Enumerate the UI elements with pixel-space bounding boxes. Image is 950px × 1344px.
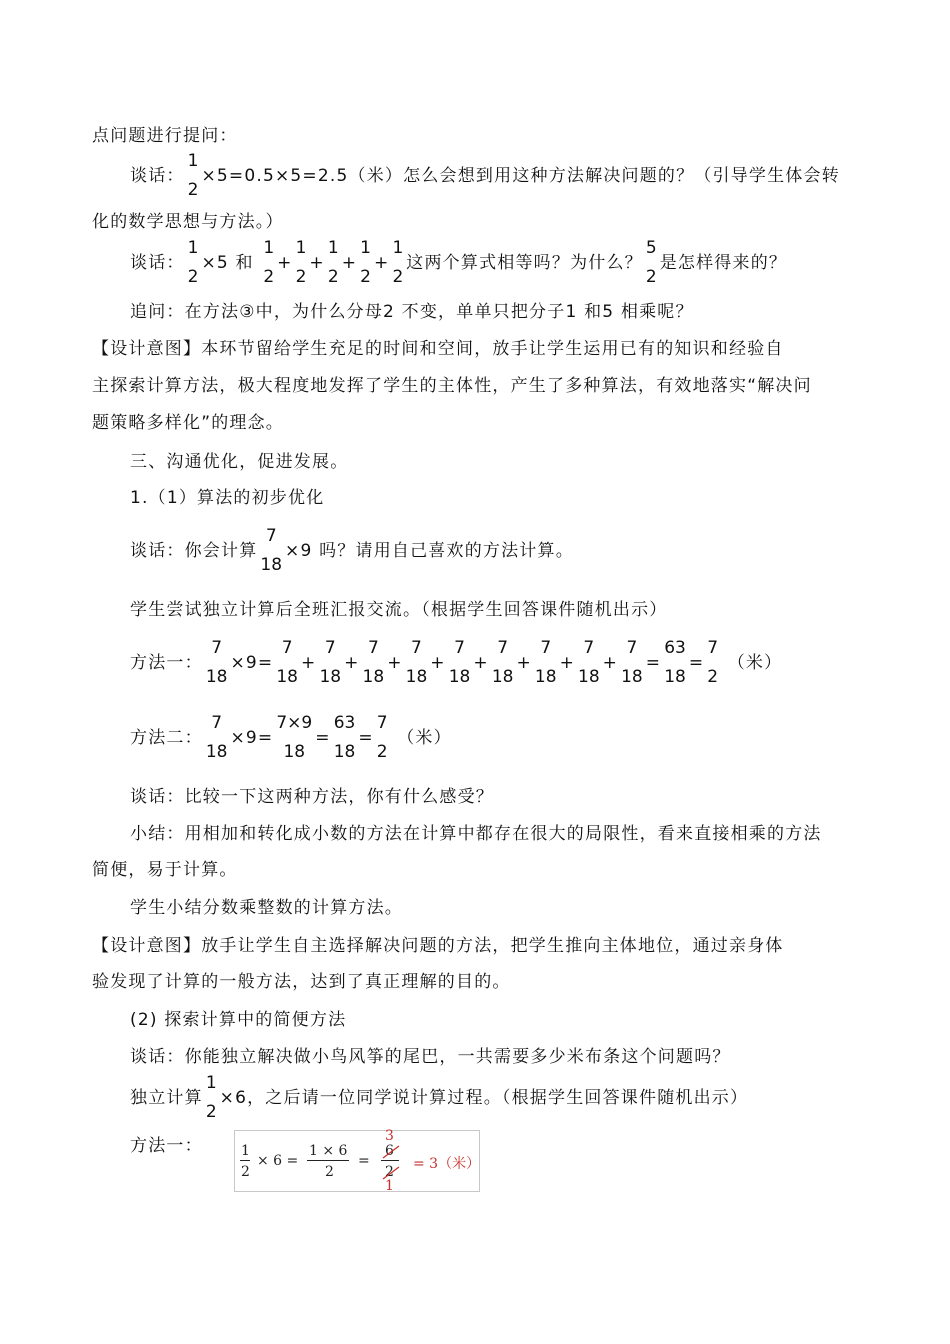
text-line: 谈话： 1 2 ×5 和 1 2 + 1 2 + 1 2 + 1 2 + 1 2 这两个算式相等吗？为什么？ 5 2 是怎样得来的？ <box>130 238 788 287</box>
text-line: 【设计意图】本环节留给学生充足的时间和空间，放手让学生运用已有的知识和经验自 <box>92 339 784 359</box>
method-two-formula: 方法二： 7 18 ×9= 7×9 18 = 63 18 = 7 2 （米） <box>130 713 452 762</box>
text-line: 化的数学思想与方法。） <box>92 212 284 232</box>
fraction: 1 2 <box>187 151 199 200</box>
formula-six: 6 <box>385 1143 394 1159</box>
text-line: 点问题进行提问： <box>92 126 238 146</box>
text-line: 主探索计算方法，极大程度地发挥了学生的主体性，产生了多种算法，有效地落实“解决问 <box>92 376 812 396</box>
text-line: 验发现了计算的一般方法，达到了真正理解的目的。 <box>92 972 511 992</box>
formula-one: 1 <box>385 1178 394 1194</box>
formula-times: × 6 = <box>257 1153 299 1169</box>
sub-heading: (2) 探索计算中的简便方法 <box>130 1010 347 1030</box>
sub-heading: 1.（1）算法的初步优化 <box>130 488 325 508</box>
cancel-mark-icon <box>379 1141 403 1183</box>
formula-d1: 2 <box>241 1164 250 1180</box>
formula-eq: = <box>358 1153 370 1169</box>
formula-d2: 2 <box>325 1164 334 1180</box>
text-line: 题策略多样化”的理念。 <box>92 413 285 433</box>
text-line: 谈话： 1 2 ×5=0.5×5=2.5（米）怎么会想到用这种方法解决问题的？（引导学生体会转 <box>130 151 840 200</box>
formula-three: 3 <box>385 1128 394 1144</box>
text-line: 【设计意图】放手让学生自主选择解决问题的方法，把学生推向主体地位，通过亲身体 <box>92 936 784 956</box>
text-line: 学生尝试独立计算后全班汇报交流。（根据学生回答课件随机出示） <box>130 600 668 620</box>
text-line: 学生小结分数乘整数的计算方法。 <box>130 898 403 918</box>
text-line: 谈话：你会计算 7 18 ×9 吗？请用自己喜欢的方法计算。 <box>130 526 574 575</box>
text-line: 小结：用相加和转化成小数的方法在计算中都存在很大的局限性，看来直接相乘的方法 <box>130 824 822 844</box>
formula-result: = 3（米） <box>413 1156 481 1172</box>
fraction-bar <box>240 1160 250 1161</box>
formula-n1: 1 <box>241 1143 250 1159</box>
method-one-formula: 方法一： 7 18 ×9= 7 18 + 7 18 + 7 18 + 7 18 + 7 18 + 7 18 + 7 18 + 7 18 + 7 18 = 63 18 = 7 2 （米） <box>130 638 783 687</box>
formula-n2: 1 × 6 <box>309 1143 348 1159</box>
text-line: 谈话：比较一下这两种方法，你有什么感受？ <box>130 787 494 807</box>
text-line: 追问：在方法③中，为什么分母2 不变，单单只把分子1 和5 相乘呢？ <box>130 302 694 322</box>
section-heading: 三、沟通优化，促进发展。 <box>130 452 349 472</box>
text-line: 独立计算 1 2 ×6，之后请一位同学说计算过程。（根据学生回答课件随机出示） <box>130 1073 749 1122</box>
formula-two: 2 <box>385 1164 394 1180</box>
text-line: 简便，易于计算。 <box>92 860 238 880</box>
text-line: 方法一： <box>130 1136 203 1156</box>
text-line: 谈话：你能独立解决做小鸟风筝的尾巴，一共需要多少米布条这个问题吗？ <box>130 1047 731 1067</box>
fraction-bar <box>307 1160 349 1161</box>
formula-image <box>234 1130 480 1192</box>
